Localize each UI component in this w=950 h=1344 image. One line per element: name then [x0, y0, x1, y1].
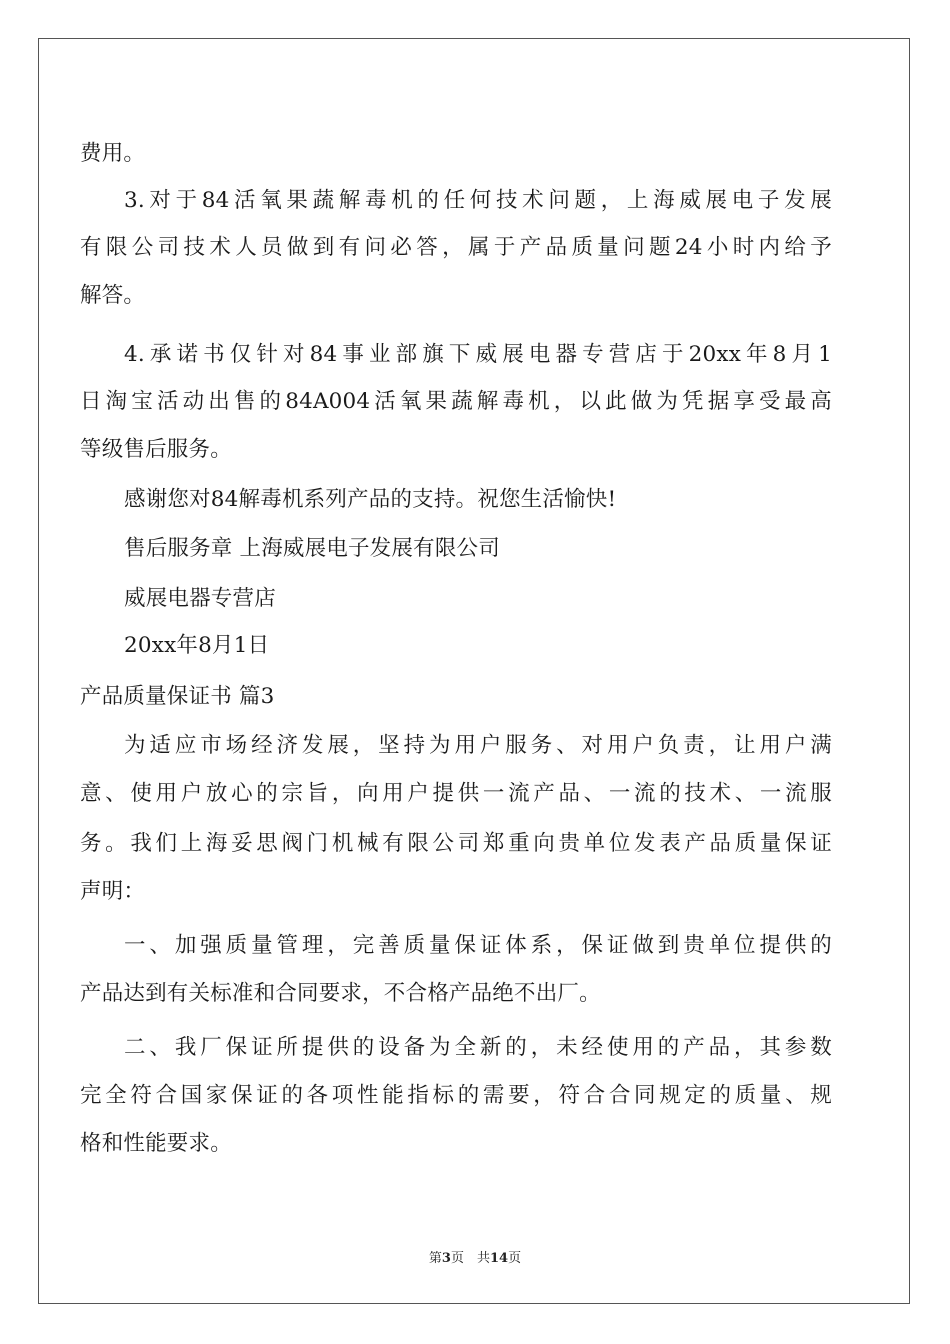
footer-current-page: 3 — [441, 1251, 451, 1266]
text-line: 产品达到有关标准和合同要求，不合格产品绝不出厂。 — [80, 981, 601, 1006]
text-line: 务。我们上海妥思阀门机械有限公司郑重向贵单位发表产品质量保证 — [80, 831, 832, 856]
text-line: 为适应市场经济发展，坚持为用户服务、对用户负责，让用户满 — [124, 733, 832, 758]
page-footer — [0, 1247, 950, 1266]
text-line: 二、我厂保证所提供的设备为全新的，未经使用的产品，其参数 — [124, 1035, 832, 1060]
text-line: 有限公司技术人员做到有问必答，属于产品质量问题24小时内给予 — [80, 235, 832, 260]
text-line: 感谢您对84解毒机系列产品的支持。祝您生活愉快! — [124, 487, 617, 512]
text-line: 费用。 — [80, 141, 146, 166]
footer-total-pages: 14 — [489, 1251, 509, 1266]
text-line: 声明： — [80, 879, 146, 904]
text-line: 意、使用户放心的宗旨，向用户提供一流产品、一流的技术、一流服 — [80, 781, 832, 806]
text-line: 4.承诺书仅针对84事业部旗下威展电器专营店于20xx年8月1 — [124, 342, 832, 367]
section-heading: 产品质量保证书 篇3 — [80, 684, 275, 709]
text-line: 售后服务章 上海威展电子发展有限公司 — [124, 536, 500, 561]
text-line: 一、加强质量管理，完善质量保证体系，保证做到贵单位提供的 — [124, 933, 832, 958]
footer-middle: 页 共 — [450, 1251, 490, 1266]
text-line: 格和性能要求。 — [80, 1131, 232, 1156]
text-line: 解答。 — [80, 283, 146, 308]
text-line: 完全符合国家保证的各项性能指标的需要，符合合同规定的质量、规 — [80, 1083, 832, 1108]
text-line: 20xx年8月1日 — [124, 633, 270, 658]
footer-prefix: 第 — [428, 1251, 442, 1266]
text-line: 3.对于84活氧果蔬解毒机的任何技术问题，上海威展电子发展 — [124, 188, 832, 213]
text-line: 日淘宝活动出售的84A004活氧果蔬解毒机，以此做为凭据享受最高 — [80, 389, 832, 414]
text-line: 威展电器专营店 — [124, 586, 276, 611]
footer-suffix: 页 — [508, 1251, 522, 1266]
text-line: 等级售后服务。 — [80, 437, 232, 462]
